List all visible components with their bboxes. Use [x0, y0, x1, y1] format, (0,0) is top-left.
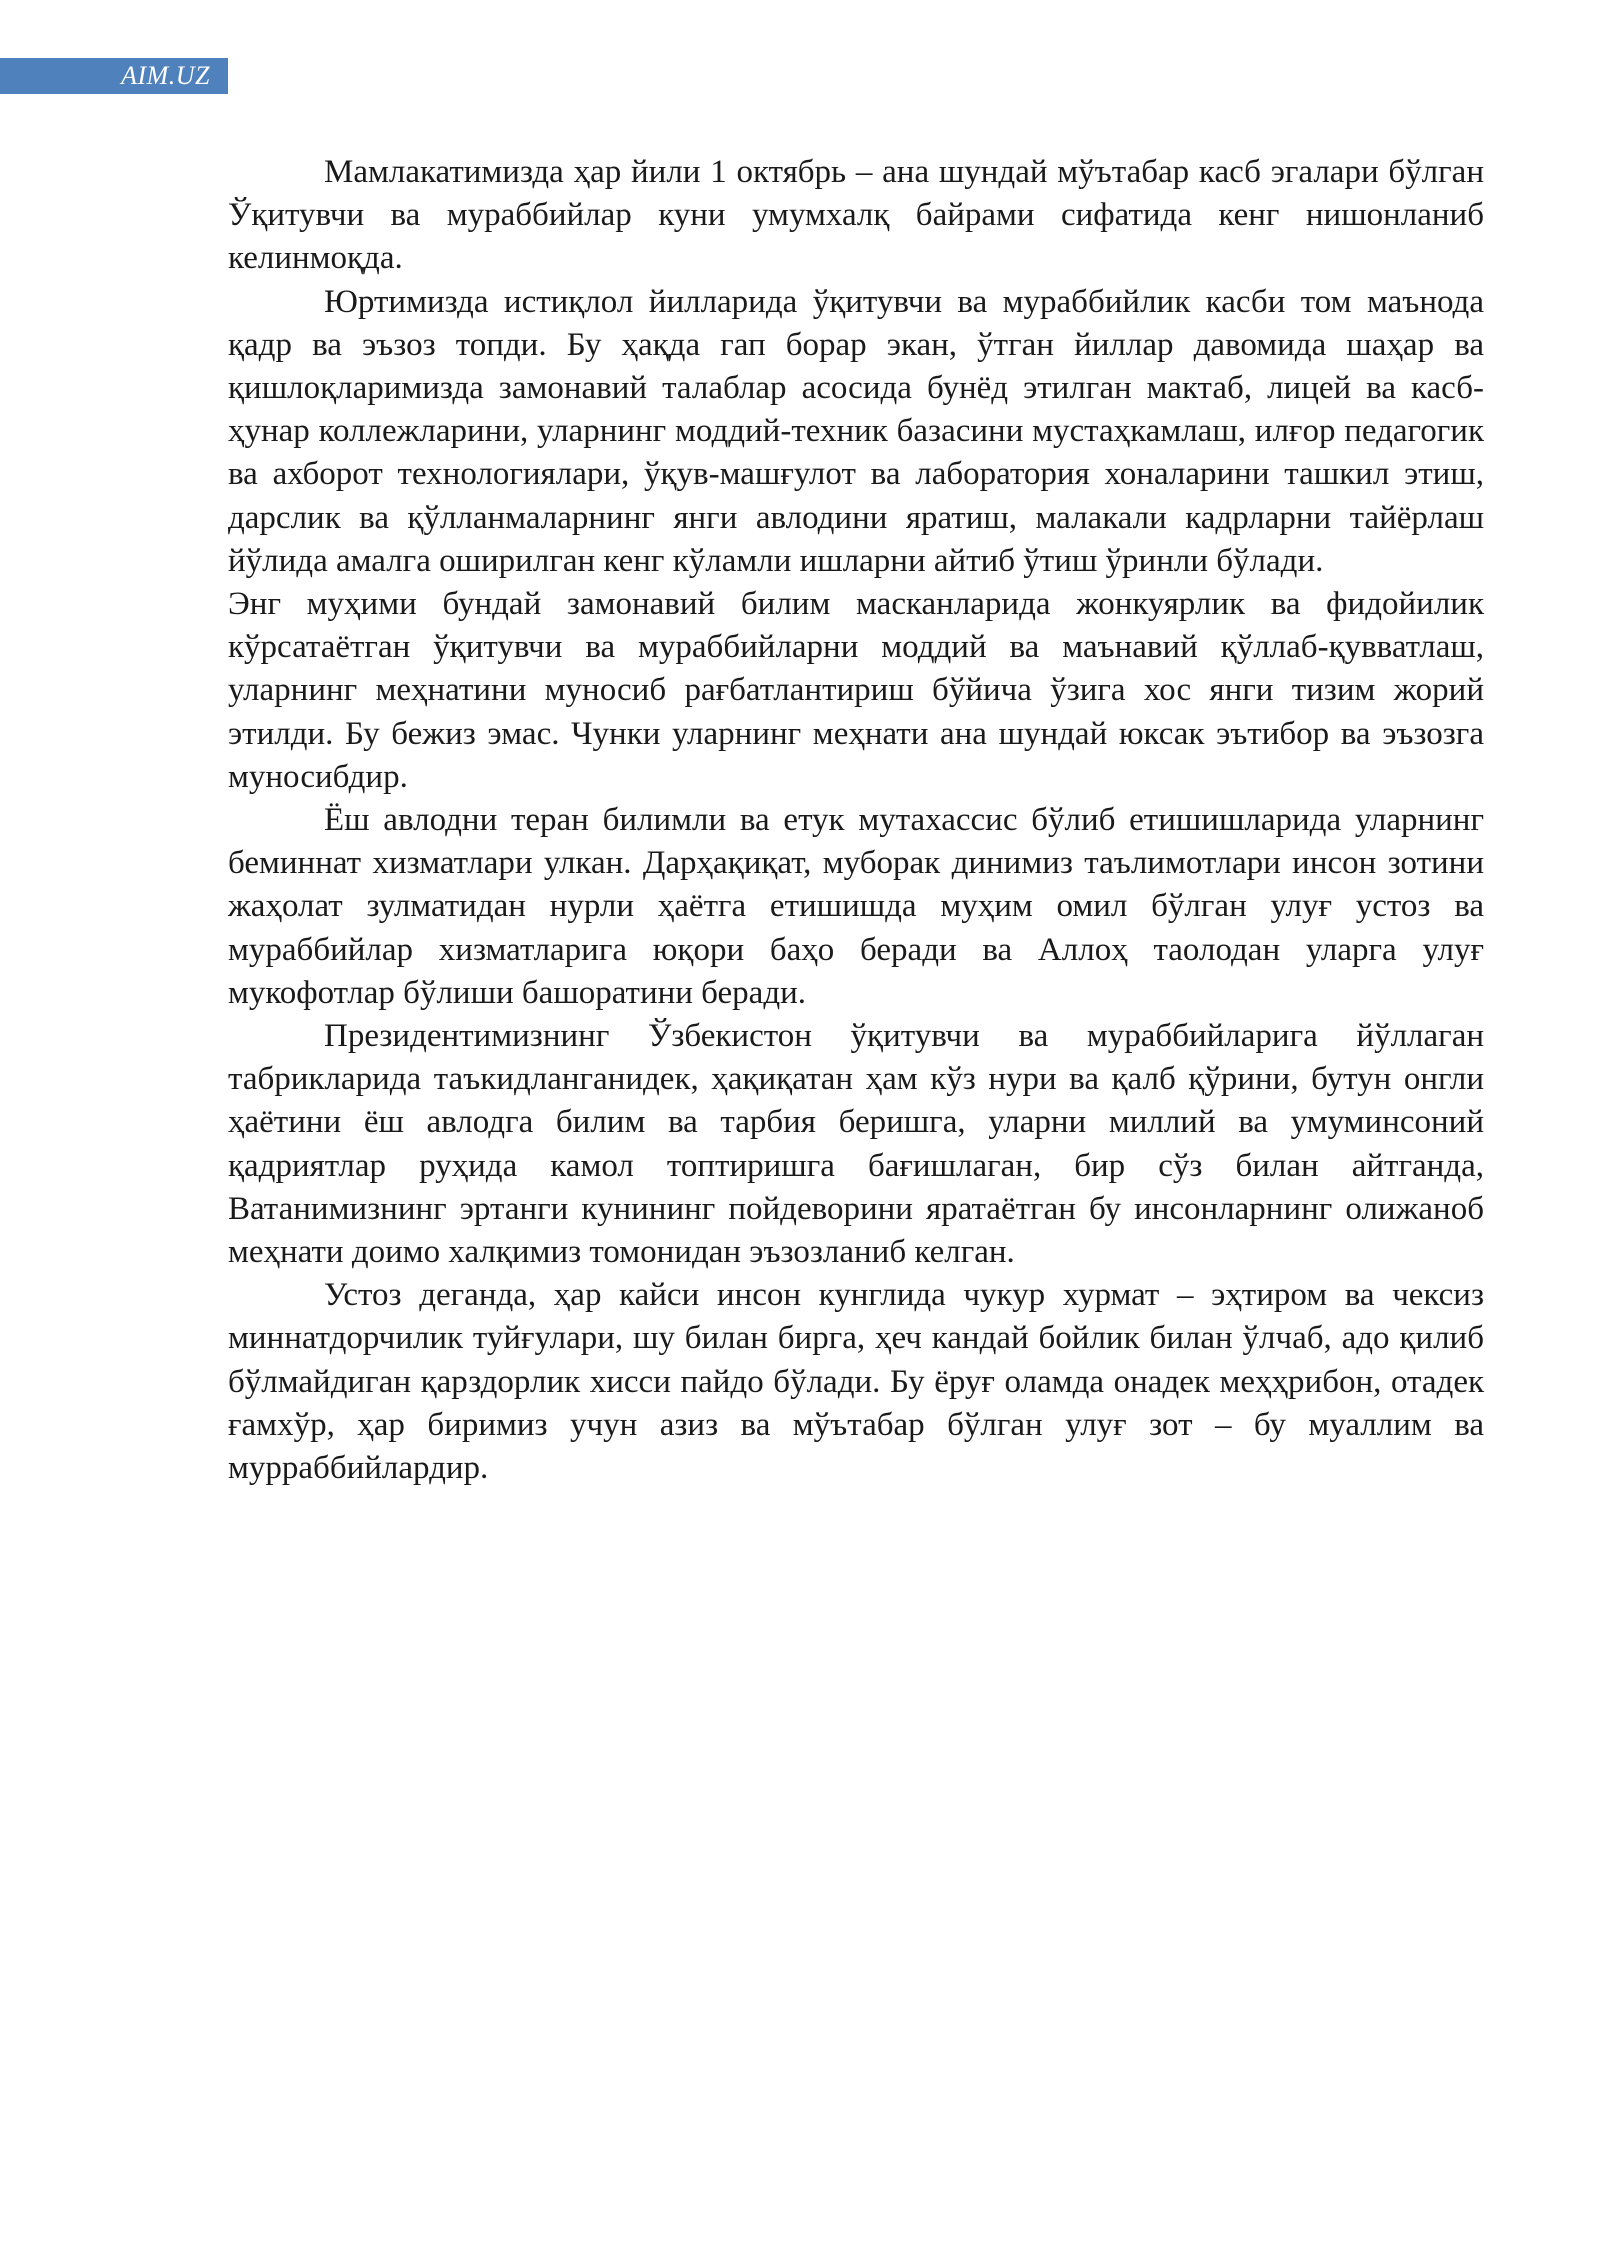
site-badge — [0, 58, 228, 94]
article-paragraph: Устоз деганда, ҳар кайси инсон кунглида чукур хурмат – эҳтиром ва чексиз миннатдорчилик туйғулари, шу билан бирга, ҳеч кандай бойлик билан ўлчаб, адо қилиб бўлмайдиган қарздорлик хисси пайдо бўлади. Бу ёруғ оламда онадек меҳҳрибон, отадек ғамхўр, ҳар биримиз учун азиз ва мўътабар бўлган улуғ зот – бу муаллим ва мурраббийлардир. — [228, 1277, 1484, 1487]
article-paragraph: Энг муҳими бундай замонавий билим масканларида жонкуярлик ва фидойилик кўрсатаётган ўқитувчи ва мураббийларни моддий ва маънавий қўллаб-қувватлаш, уларнинг меҳнатини муносиб рағбатлантириш бўйича ўзига хос янги тизим жорий этилди. Бу бежиз эмас. Чунки уларнинг меҳнати ана шундай юксак эътибор ва эъзозга муносибдир. — [228, 586, 1484, 795]
article-paragraph: Мамлакатимизда ҳар йили 1 октябрь – ана шундай мўътабар касб эгалари бўлган Ўқитувчи ва мураббийлар куни умумхалқ байрами сифатида кенг нишонланиб келинмоқда. — [228, 154, 1484, 277]
site-label: AIM.UZ — [121, 61, 210, 90]
article-body — [228, 151, 1484, 1490]
article-paragraph: Ёш авлодни теран билимли ва етук мутахассис бўлиб етишишларида уларнинг беминнат хизматлари улкан. Дарҳақиқат, муборак динимиз таълимотлари инсон зотини жаҳолат зулматидан нурли ҳаётга етишишда муҳим омил бўлган улуғ устоз ва мураббийлар хизматларига юқори баҳо беради ва Аллоҳ таолодан уларга улуғ мукофотлар бўлиши башоратини беради. — [228, 802, 1484, 1011]
article-paragraph: Президентимизнинг Ўзбекистон ўқитувчи ва мураббийларига йўллаган табрикларида таъкидланганидек, ҳақиқатан ҳам кўз нури ва қалб қўрини, бутун онгли ҳаётини ёш авлодга билим ва тарбия беришга, уларни миллий ва умуминсоний қадриятлар руҳида камол топтиришга бағишлаган, бир сўз билан айтганда, Ватанимизнинг эртанги кунининг пойдеворини яратаётган бу инсонларнинг олижаноб меҳнати доимо халқимиз томонидан эъзозланиб келган. — [228, 1018, 1484, 1271]
article-paragraph: Юртимизда истиқлол йилларида ўқитувчи ва мураббийлик касби том маънода қадр ва эъзоз топди. Бу ҳақда гап борар экан, ўтган йиллар давомида шаҳар ва қишлоқларимизда замонавий талаблар асосида бунёд этилган мактаб, лицей ва касб-ҳунар коллежларини, уларнинг моддий-техник базасини мустаҳкамлаш, илғор педагогик ва ахборот технологиялари, ўқув-машғулот ва лаборатория хоналарини ташкил этиш, дарслик ва қўлланмаларнинг янги авлодини яратиш, малакали кадрларни тайёрлаш йўлида амалга оширилган кенг кўламли ишларни айтиб ўтиш ўринли бўлади. — [228, 283, 1484, 579]
